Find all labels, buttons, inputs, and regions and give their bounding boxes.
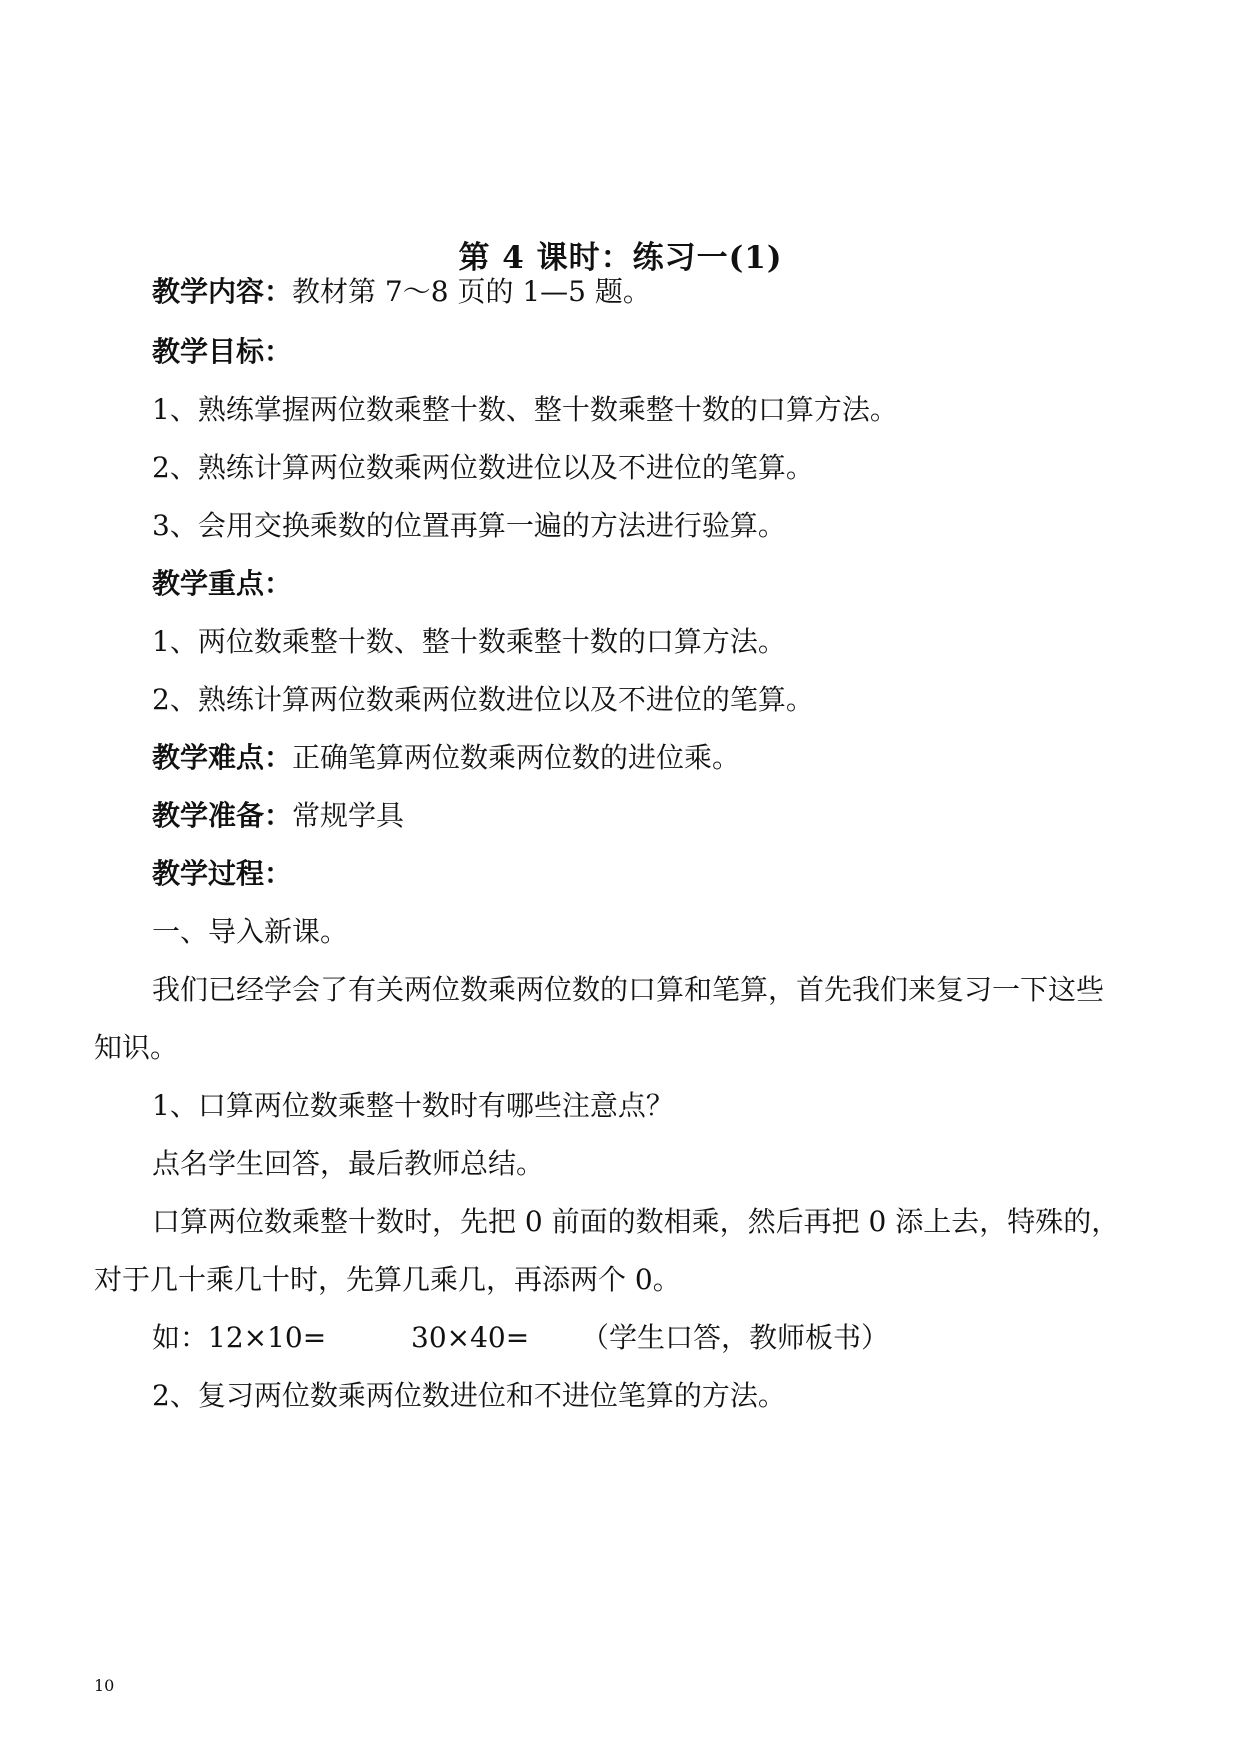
key-point-item-1: 1、两位数乘整十数、整十数乘整十数的口算方法。 <box>152 625 786 658</box>
example-note: （学生口答，教师板书） <box>581 1321 890 1354</box>
paragraph-1-line-2: 知识。 <box>94 1031 179 1064</box>
lesson-title: 第 4 课时：练习一(1) <box>458 240 783 276</box>
content-text: 教材第 7～8 页的 1—5 题。 <box>292 275 651 308</box>
preparation-line <box>152 796 404 836</box>
section-heading-1: 一、导入新课。 <box>152 915 349 948</box>
process-label: 教学过程： <box>152 857 293 890</box>
paragraph-2-line-1: 口算两位数乘整十数时，先把 0 前面的数相乘，然后再把 0 添上去，特殊的， <box>152 1205 1120 1238</box>
example-second: 30×40= <box>411 1321 530 1354</box>
preparation-label: 教学准备： <box>152 799 293 832</box>
question-1-answer: 点名学生回答，最后教师总结。 <box>152 1147 545 1180</box>
objective-item-2: 2、熟练计算两位数乘两位数进位以及不进位的笔算。 <box>152 451 814 484</box>
difficulty-line <box>152 738 740 778</box>
paragraph-1-line-1: 我们已经学会了有关两位数乘两位数的口算和笔算，首先我们来复习一下这些 <box>152 973 1105 1006</box>
content-line <box>152 272 651 312</box>
key-point-item-2: 2、熟练计算两位数乘两位数进位以及不进位的笔算。 <box>152 683 814 716</box>
difficulty-label: 教学难点： <box>152 741 293 774</box>
page-number: 10 <box>94 1676 115 1695</box>
question-1: 1、口算两位数乘整十数时有哪些注意点？ <box>152 1089 674 1122</box>
key-points-label: 教学重点： <box>152 567 293 600</box>
preparation-text: 常规学具 <box>292 799 405 832</box>
objectives-label: 教学目标： <box>152 335 293 368</box>
content-label: 教学内容： <box>152 275 293 308</box>
difficulty-text: 正确笔算两位数乘两位数的进位乘。 <box>292 741 741 774</box>
objective-item-3: 3、会用交换乘数的位置再算一遍的方法进行验算。 <box>152 509 786 542</box>
paragraph-2-line-2: 对于几十乘几十时，先算几乘几，再添两个 0。 <box>94 1263 681 1296</box>
example-line <box>152 1318 889 1358</box>
question-2: 2、复习两位数乘两位数进位和不进位笔算的方法。 <box>152 1379 786 1412</box>
example-first: 如：12×10= <box>152 1321 327 1354</box>
objective-item-1: 1、熟练掌握两位数乘整十数、整十数乘整十数的口算方法。 <box>152 393 898 426</box>
